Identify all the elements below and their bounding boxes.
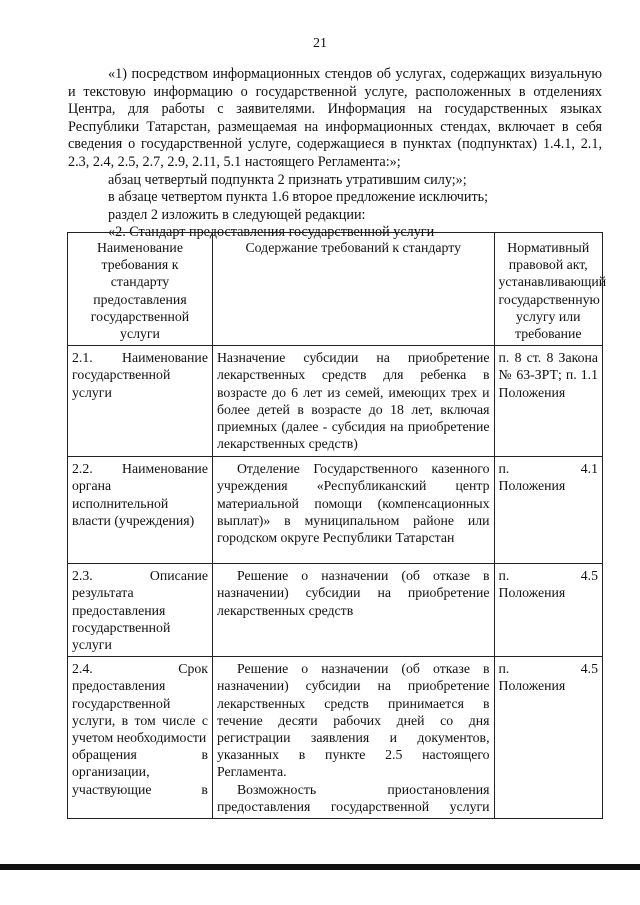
requirement-content-cell [212,657,494,819]
legal-act-cell: п. 4.5 Положения [494,657,602,819]
legal-act-cell: п. 4.1 Положения [494,457,602,564]
legal-act-cell: п. 4.5 Положения [494,564,602,657]
requirement-content-paragraph-1: Решение о назначении (об отказе в назначении) субсидии на приобретение лекарственных средств принимается в течение десяти рабочих дней со дня регистрации заявления и документов, указанных в пункте 2.5 настоящего Регламента. [216,661,490,780]
requirement-name-line: 2.1. Наименование [72,350,208,366]
requirement-name-cell [68,657,213,819]
table-header-row [68,233,603,346]
intro-paragraph-4: раздел 2 изложить в следующей редакции: [108,206,366,223]
table-row [68,346,603,457]
requirement-name-line: 2.3. Описание [72,568,208,584]
requirement-name-rest: органа исполнительной власти (учреждения) [72,478,195,528]
header-requirement-name: Наименование требования к стандарту предоставления государственной услуги [68,233,213,346]
requirement-name-rest: предоставления государственной услуги, в том числе с учетом необходимости [72,678,208,746]
requirement-name-cell [68,346,213,457]
requirement-name-rest: государственной услуги [72,367,171,400]
requirement-content-cell: Решение о назначении (об отказе в назначении) субсидии на приобретение лекарственных средств [212,564,494,657]
bottom-rule [0,864,640,870]
requirement-content-cell: Отделение Государственного казенного учреждения «Республиканский центр материальной помощи (компенсационных выплат)» в муниципальном районе или городском округе Республики Татарстан [212,457,494,564]
table-row [68,457,603,564]
page-number: 21 [313,36,327,51]
header-legal-act: Нормативный правовой акт, устанавливающий государственную услугу или требование [494,233,602,346]
intro-paragraph-1: «1) посредством информационных стендов об услугах, содержащих визуальную и текстовую информацию о государственной услуге, расположенных в отделениях Центра, для работы с заявителями. Информация на государственных языках Республики Татарстан, размещаемая на информационных стендах, включает в себя сведения о государственной услуге, содержащиеся в пунктах (подпунктах) 1.4.1, 2.1, 2.3, 2.4, 2.5, 2.7, 2.9, 2.11, 5.1 настоящего Регламента:»; [68,66,602,170]
intro-paragraph-2: абзац четвертый подпункта 2 признать утратившим силу;»; [108,171,467,188]
requirement-name-rest: результата предоставления государственной услуги [72,585,171,653]
legal-act-cell: п. 8 ст. 8 Закона № 63-ЗРТ; п. 1.1 Положения [494,346,602,457]
requirement-name-line: 2.2. Наименование [72,461,208,477]
requirement-name-line: 2.4. Срок [72,661,208,677]
table-row [68,657,603,819]
header-requirement-content: Содержание требований к стандарту [212,233,494,346]
standard-table [67,232,607,819]
requirement-name-cell [68,457,213,564]
table-row [68,564,603,657]
requirement-name-continued: обращения в организации, участвующие в [72,747,208,797]
intro-paragraph-3: в абзаце четвертом пункта 1.6 второе предложение исключить; [108,189,489,206]
intro-paragraph-5: «2. Стандарт предоставления государственной услуги [108,224,435,241]
requirement-name-cell [68,564,213,657]
intro-text [68,66,602,242]
requirement-content-cell: Назначение субсидии на приобретение лекарственных средств для ребенка в возрасте до 6 лет из семей, имеющих трех и более детей в возрасте до 18 лет, включая приемных (далее - субсидия на приобретение лекарственных средств) [212,346,494,457]
requirement-content-paragraph-2: Возможность приостановления предоставления государственной услуги [216,781,490,814]
